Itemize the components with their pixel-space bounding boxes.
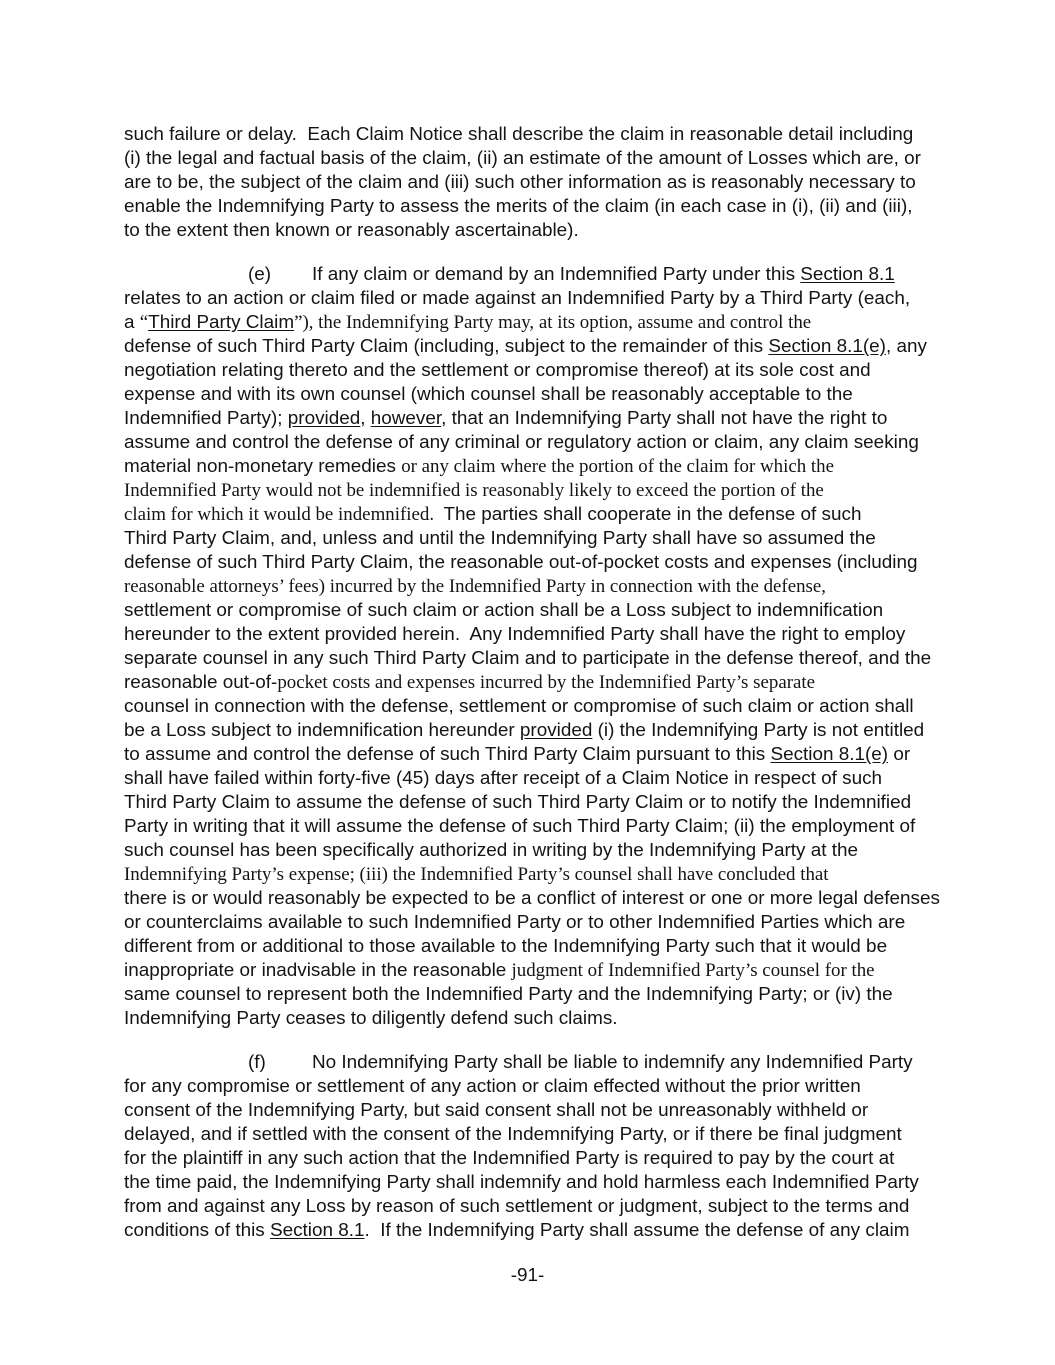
text-segment: No Indemnifying Party shall be liable to indemnify any Indemnified Party bbox=[312, 1052, 913, 1073]
text-line bbox=[124, 719, 1004, 743]
text-segment: defense of such Third Party Claim (including, subject to the remainder of this bbox=[124, 336, 769, 357]
page-number: -91- bbox=[510, 1265, 545, 1286]
text-segment: a bbox=[124, 312, 140, 333]
text-line bbox=[124, 935, 1004, 959]
text-line bbox=[124, 195, 1004, 219]
section-reference: Section 8.1(e) bbox=[768, 336, 886, 357]
text-segment: assume and control the defense of any criminal or regulatory action or claim, any claim seeking bbox=[124, 432, 919, 453]
text-segment: or bbox=[888, 744, 911, 765]
text-line bbox=[124, 287, 1004, 311]
text-line bbox=[124, 1219, 1004, 1243]
text-segment: pocket costs and expenses incurred by the Indemnified Party’s separate bbox=[277, 672, 816, 693]
text-segment: ”), the Indemnifying Party may, at its option, assume and control the bbox=[294, 312, 812, 333]
text-segment: , bbox=[360, 408, 371, 429]
text-line bbox=[124, 1147, 1004, 1171]
paragraph bbox=[124, 123, 1004, 243]
text-line bbox=[124, 551, 1004, 575]
text-segment: settlement or compromise of such claim or action shall be a Loss subject to indemnification bbox=[124, 600, 884, 621]
text-segment: “ bbox=[139, 312, 149, 333]
text-line bbox=[124, 623, 1004, 647]
text-segment: . If the Indemnifying Party shall assume the defense of any claim bbox=[364, 1220, 910, 1241]
text-line bbox=[124, 863, 1004, 887]
text-segment: Indemnifying Party ceases to diligently defend such claims. bbox=[124, 1008, 618, 1029]
text-segment: Indemnified Party); bbox=[124, 408, 288, 429]
text-line bbox=[124, 1099, 1004, 1123]
text-line bbox=[124, 527, 1004, 551]
text-segment: different from or additional to those available to the Indemnifying Party such that it would be bbox=[124, 936, 888, 957]
text-segment: hereunder to the extent provided herein. Any Indemnified Party shall have the right to employ bbox=[124, 624, 906, 645]
text-line bbox=[124, 647, 1004, 671]
text-segment: to assume and control the defense of such Third Party Claim pursuant to this bbox=[124, 744, 771, 765]
text-line bbox=[124, 839, 1004, 863]
text-segment: relates to an action or claim filed or made against an Indemnified Party by a Third Party (each, bbox=[124, 288, 911, 309]
text-segment: to the extent then known or reasonably ascertainable). bbox=[124, 220, 579, 241]
paragraph-label: (e) bbox=[248, 264, 272, 285]
text-segment: inappropriate or inadvisable in the reasonable bbox=[124, 960, 512, 981]
text-line bbox=[124, 599, 1004, 623]
text-line bbox=[124, 791, 1004, 815]
text-segment: delayed, and if settled with the consent of the Indemnifying Party, or if there be final judgment bbox=[124, 1124, 902, 1145]
text-line bbox=[124, 1123, 1004, 1147]
text-line bbox=[124, 887, 1004, 911]
text-segment: for any compromise or settlement of any action or claim effected without the prior written bbox=[124, 1076, 861, 1097]
text-segment: for the plaintiff in any such action that the Indemnified Party is required to pay by the court at bbox=[124, 1148, 895, 1169]
text-segment: counsel in connection with the defense, settlement or compromise of such claim or action shall bbox=[124, 696, 914, 717]
text-line bbox=[124, 263, 1004, 287]
text-segment: negotiation relating thereto and the settlement or compromise thereof) at its sole cost and bbox=[124, 360, 871, 381]
text-segment: or counterclaims available to such Indemnified Party or to other Indemnified Parties which are bbox=[124, 912, 906, 933]
section-reference: provided bbox=[519, 720, 593, 741]
text-segment: material non-monetary remedies bbox=[124, 456, 402, 477]
section-reference: Section 8.1 bbox=[269, 1220, 365, 1241]
text-segment: Indemnifying Party’s expense; (iii) the Indemnified Party’s counsel shall have concluded that bbox=[124, 864, 829, 885]
text-segment: (i) the Indemnifying Party is not entitled bbox=[592, 720, 925, 741]
text-segment: there is or would reasonably be expected to be a conflict of interest or one or more legal defenses bbox=[124, 888, 940, 909]
text-segment: separate counsel in any such Third Party Claim and to participate in the defense thereof, and the bbox=[124, 648, 932, 669]
text-line bbox=[124, 1051, 1004, 1075]
text-line bbox=[124, 147, 1004, 171]
text-line bbox=[124, 383, 1004, 407]
text-line bbox=[124, 335, 1004, 359]
text-line bbox=[124, 171, 1004, 195]
text-segment: Indemnified Party would not be indemnified is reasonably likely to exceed the portion of the bbox=[124, 480, 824, 501]
paragraph bbox=[124, 263, 1004, 1031]
text-line bbox=[124, 767, 1004, 791]
text-line bbox=[124, 219, 1004, 243]
text-segment: Third Party Claim to assume the defense of such Third Party Claim or to notify the Indemnified bbox=[124, 792, 912, 813]
text-segment: consent of the Indemnifying Party, but said consent shall not be unreasonably withheld or bbox=[124, 1100, 869, 1121]
text-segment: shall have failed within forty-five (45) days after receipt of a Claim Notice in respect of such bbox=[124, 768, 883, 789]
text-line bbox=[124, 431, 1004, 455]
text-line bbox=[124, 959, 1004, 983]
text-segment: conditions of this bbox=[124, 1220, 270, 1241]
text-segment: judgment of Indemnified Party’s counsel for the bbox=[511, 960, 875, 981]
text-segment: Third Party Claim, and, unless and until the Indemnifying Party shall have so assumed the bbox=[124, 528, 876, 549]
text-segment: , that an Indemnifying Party shall not have the right to bbox=[441, 408, 888, 429]
paragraph bbox=[124, 1051, 1004, 1243]
text-segment: such failure or delay. Each Claim Notice shall describe the claim in reasonable detail including bbox=[124, 124, 914, 145]
text-segment: claim for which it would be indemnified. bbox=[124, 504, 444, 525]
text-line bbox=[124, 743, 1004, 767]
text-segment: or any claim where the portion of the claim for which the bbox=[401, 456, 834, 477]
text-segment: are to be, the subject of the claim and (iii) such other information as is reasonably necessary to bbox=[124, 172, 916, 193]
paragraph-label: (f) bbox=[248, 1052, 266, 1073]
text-segment: reasonable attorneys’ fees) incurred by the Indemnified Party in connection with the defense, bbox=[124, 576, 827, 597]
text-line bbox=[124, 479, 1004, 503]
text-segment: reasonable out-of- bbox=[124, 672, 278, 693]
text-segment: Party in writing that it will assume the defense of such Third Party Claim; (ii) the employment of bbox=[124, 816, 916, 837]
text-segment: If any claim or demand by an Indemnified Party under this bbox=[312, 264, 801, 285]
text-segment: the time paid, the Indemnifying Party shall indemnify and hold harmless each Indemnified Party bbox=[124, 1172, 919, 1193]
text-line bbox=[124, 311, 1004, 335]
text-line bbox=[124, 407, 1004, 431]
text-line bbox=[124, 1075, 1004, 1099]
text-line bbox=[124, 671, 1004, 695]
text-segment: same counsel to represent both the Indemnified Party and the Indemnifying Party; or (iv) the bbox=[124, 984, 893, 1005]
text-segment: such counsel has been specifically authorized in writing by the Indemnifying Party at the bbox=[124, 840, 858, 861]
text-segment: defense of such Third Party Claim, the reasonable out-of-pocket costs and expenses (including bbox=[124, 552, 918, 573]
text-line bbox=[124, 503, 1004, 527]
text-line bbox=[124, 455, 1004, 479]
text-line bbox=[124, 359, 1004, 383]
text-segment: (i) the legal and factual basis of the claim, (ii) an estimate of the amount of Losses which are, or bbox=[124, 148, 921, 169]
text-line bbox=[124, 123, 1004, 147]
text-segment: from and against any Loss by reason of such settlement or judgment, subject to the terms and bbox=[124, 1196, 910, 1217]
text-line bbox=[124, 911, 1004, 935]
text-segment: expense and with its own counsel (which counsel shall be reasonably acceptable to the bbox=[124, 384, 853, 405]
text-line bbox=[124, 1007, 1004, 1031]
text-segment: , any bbox=[885, 336, 927, 357]
text-segment: be a Loss subject to indemnification hereunder bbox=[124, 720, 520, 741]
text-segment: The parties shall cooperate in the defense of such bbox=[443, 504, 862, 525]
section-reference: Section 8.1 bbox=[800, 264, 895, 285]
text-line bbox=[124, 983, 1004, 1007]
section-reference: Section 8.1(e) bbox=[770, 744, 889, 765]
text-line bbox=[124, 1195, 1004, 1219]
text-line bbox=[124, 575, 1004, 599]
text-line bbox=[124, 695, 1004, 719]
section-reference: however bbox=[370, 408, 442, 429]
section-reference: provided bbox=[287, 408, 361, 429]
text-segment: enable the Indemnifying Party to assess the merits of the claim (in each case in (i), (ii) and (iii), bbox=[124, 196, 913, 217]
section-reference: Third Party Claim bbox=[148, 312, 295, 333]
text-line bbox=[124, 1171, 1004, 1195]
text-line bbox=[124, 815, 1004, 839]
document-body bbox=[124, 123, 1004, 1243]
